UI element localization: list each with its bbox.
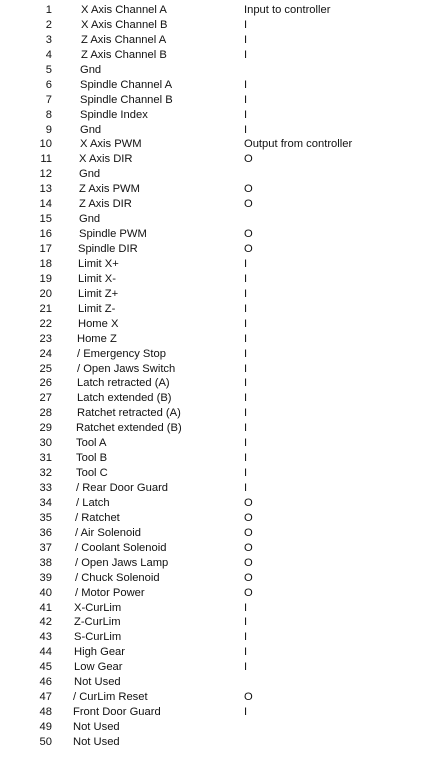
pin-row: [0, 197, 437, 212]
pin-direction: O: [244, 541, 253, 554]
pin-signal-name: Gnd: [80, 123, 102, 136]
pin-signal-name: Home X: [78, 317, 119, 330]
pin-direction: I: [244, 93, 248, 106]
pin-signal-name: Ratchet extended (B): [76, 422, 182, 435]
pin-row: [0, 496, 437, 511]
pin-row: [0, 526, 437, 541]
pin-row: [0, 645, 437, 660]
pin-row: [0, 167, 437, 182]
pin-row: [0, 302, 437, 317]
pin-signal-name: Tool C: [76, 467, 108, 480]
pin-signal-name: Z Axis Channel B: [81, 48, 167, 61]
pin-row: [0, 347, 437, 362]
pin-number: 50: [39, 735, 52, 748]
pin-row: [0, 436, 437, 451]
pin-direction: I: [244, 272, 248, 285]
pin-row: [0, 287, 437, 302]
pin-signal-name: Low Gear: [74, 661, 123, 674]
pin-row: [0, 18, 437, 33]
pin-number: 1: [45, 4, 52, 16]
pin-row: [0, 137, 437, 152]
pin-direction: I: [244, 18, 248, 31]
pin-row: [0, 705, 437, 720]
pin-number: 14: [39, 198, 52, 211]
pin-number: 8: [45, 108, 52, 121]
pin-signal-name: S-CurLim: [74, 631, 122, 644]
pin-number: 9: [45, 123, 52, 136]
pin-direction: I: [244, 302, 248, 315]
pin-direction: O: [244, 586, 253, 599]
pin-signal-name: X Axis DIR: [79, 153, 133, 166]
pin-row: [0, 182, 437, 197]
pin-number: 21: [39, 302, 52, 315]
pin-direction: I: [244, 646, 248, 659]
pin-row: [0, 108, 437, 123]
pin-row: [0, 556, 437, 571]
pin-direction: Input to controller: [244, 4, 331, 16]
pin-number: 47: [39, 691, 52, 704]
pin-signal-name: X Axis Channel A: [81, 4, 167, 16]
pin-signal-name: X Axis Channel B: [81, 18, 168, 31]
pin-number: 15: [39, 213, 52, 226]
pin-direction: I: [244, 332, 248, 345]
pin-signal-name: Limit Z+: [78, 287, 119, 300]
pin-signal-name: / Chuck Solenoid: [75, 571, 160, 584]
pin-signal-name: Tool B: [76, 452, 108, 465]
pin-signal-name: Spindle DIR: [78, 243, 138, 255]
pin-direction: I: [244, 601, 248, 614]
pin-signal-name: / Coolant Solenoid: [75, 541, 167, 554]
pin-signal-name: Not Used: [74, 676, 121, 689]
pin-signal-name: / Air Solenoid: [75, 526, 141, 539]
pin-row: [0, 466, 437, 481]
pin-direction: O: [244, 198, 253, 211]
pin-row: [0, 272, 437, 287]
pin-signal-name: Spindle Index: [80, 108, 148, 121]
pin-direction: I: [244, 257, 248, 270]
pin-number: 49: [39, 721, 52, 733]
pin-signal-name: Limit X+: [78, 257, 119, 270]
pin-direction: O: [244, 228, 253, 241]
pin-signal-name: Gnd: [80, 63, 102, 76]
pin-signal-name: / Rear Door Guard: [76, 482, 169, 494]
pin-row: [0, 720, 437, 735]
pin-number: 42: [39, 616, 52, 629]
pin-signal-name: / Motor Power: [75, 586, 145, 599]
pin-number: 38: [39, 556, 52, 569]
pin-signal-name: Z-CurLim: [74, 616, 121, 629]
pin-direction: O: [244, 183, 253, 196]
pin-number: 28: [39, 407, 52, 420]
pin-number: 16: [39, 228, 52, 241]
pin-number: 34: [39, 496, 52, 509]
pin-row: [0, 571, 437, 586]
pin-direction: I: [244, 377, 248, 390]
pin-signal-name: Gnd: [79, 213, 101, 226]
pin-signal-name: Spindle Channel B: [80, 93, 173, 106]
pin-direction: I: [244, 482, 248, 494]
pin-number: 37: [39, 541, 52, 554]
pin-number: 5: [45, 63, 52, 76]
pin-number: 41: [39, 601, 52, 614]
pin-direction: O: [244, 243, 253, 255]
pin-row: [0, 93, 437, 108]
pin-number: 45: [39, 661, 52, 674]
pin-number: 6: [45, 78, 52, 91]
pin-number: 33: [39, 482, 52, 494]
pin-row: [0, 481, 437, 496]
pin-signal-name: / Open Jaws Lamp: [75, 556, 169, 569]
pin-row: [0, 421, 437, 436]
pin-signal-name: / Emergency Stop: [77, 347, 166, 360]
pin-direction: O: [244, 153, 253, 166]
pin-signal-name: Spindle Channel A: [80, 78, 173, 91]
pin-number: 35: [39, 511, 52, 524]
pin-number: 30: [39, 437, 52, 450]
pin-row: [0, 406, 437, 421]
pin-row: [0, 123, 437, 138]
pin-number: 48: [39, 706, 52, 719]
pin-direction: O: [244, 691, 253, 704]
pin-row: [0, 586, 437, 601]
pin-signal-name: High Gear: [74, 646, 125, 659]
pin-signal-name: Z Axis Channel A: [81, 33, 167, 46]
pin-signal-name: Limit Z-: [78, 302, 116, 315]
pin-row: [0, 257, 437, 272]
pin-number: 24: [39, 347, 52, 360]
pin-direction: I: [244, 467, 248, 480]
pin-direction: O: [244, 511, 253, 524]
pin-direction: I: [244, 347, 248, 360]
pin-number: 7: [45, 93, 52, 106]
pin-direction: I: [244, 661, 248, 674]
pin-row: [0, 391, 437, 406]
pin-row: [0, 675, 437, 690]
pin-row: [0, 451, 437, 466]
pin-number: 43: [39, 631, 52, 644]
pin-number: 40: [39, 586, 52, 599]
pin-signal-name: Ratchet retracted (A): [77, 407, 181, 420]
pin-number: 12: [39, 168, 52, 181]
pin-row: [0, 601, 437, 616]
pin-signal-name: Front Door Guard: [73, 706, 161, 719]
pin-direction: O: [244, 556, 253, 569]
pin-direction: I: [244, 452, 248, 465]
pin-row: [0, 212, 437, 227]
pin-row: [0, 33, 437, 48]
pin-number: 36: [39, 526, 52, 539]
pin-row: [0, 3, 437, 18]
pin-direction: O: [244, 571, 253, 584]
pin-direction: Output from controller: [244, 138, 353, 151]
pin-direction: O: [244, 496, 253, 509]
pin-number: 11: [40, 153, 52, 166]
pin-row: [0, 78, 437, 93]
pin-signal-name: Tool A: [76, 437, 107, 450]
pin-signal-name: X-CurLim: [74, 601, 122, 614]
pin-row: [0, 63, 437, 78]
pin-number: 2: [45, 18, 52, 31]
pin-signal-name: / Open Jaws Switch: [77, 362, 176, 375]
pin-row: [0, 362, 437, 377]
pin-direction: O: [244, 526, 253, 539]
pin-number: 18: [39, 257, 52, 270]
pin-number: 25: [39, 362, 52, 375]
pin-direction: I: [244, 78, 248, 91]
pin-direction: I: [244, 362, 248, 375]
pin-number: 31: [39, 452, 52, 465]
pin-signal-name: Not Used: [73, 735, 120, 748]
pin-direction: I: [244, 706, 248, 719]
pin-direction: I: [244, 123, 248, 136]
pin-number: 4: [45, 48, 52, 61]
pin-row: [0, 227, 437, 242]
pin-number: 29: [39, 422, 52, 435]
pin-signal-name: Z Axis DIR: [79, 198, 132, 211]
pin-number: 44: [39, 646, 52, 659]
pin-direction: I: [244, 108, 248, 121]
pin-direction: I: [244, 631, 248, 644]
pin-direction: I: [244, 48, 248, 61]
pin-signal-name: Limit X-: [78, 272, 116, 285]
pin-number: 20: [39, 287, 52, 300]
pin-number: 23: [39, 332, 52, 345]
pin-number: 22: [39, 317, 52, 330]
pin-signal-name: / Latch: [76, 496, 110, 509]
pin-number: 26: [39, 377, 52, 390]
pin-row: [0, 152, 437, 167]
pin-number: 13: [39, 183, 52, 196]
pin-direction: I: [244, 422, 248, 435]
pin-row: [0, 242, 437, 257]
pin-assignment-table: [0, 3, 437, 750]
pin-number: 32: [39, 467, 52, 480]
pin-direction: I: [244, 317, 248, 330]
pin-signal-name: / CurLim Reset: [73, 691, 148, 704]
pin-direction: I: [244, 437, 248, 450]
pin-direction: I: [244, 616, 248, 629]
pin-signal-name: X Axis PWM: [80, 138, 142, 151]
pin-direction: I: [244, 407, 248, 420]
pin-signal-name: Spindle PWM: [79, 228, 147, 241]
pin-row: [0, 690, 437, 705]
pin-direction: I: [244, 287, 248, 300]
pin-number: 27: [39, 392, 52, 405]
pin-number: 39: [39, 571, 52, 584]
pin-row: [0, 541, 437, 556]
pin-signal-name: Z Axis PWM: [79, 183, 140, 196]
pin-signal-name: Not Used: [73, 721, 120, 733]
pin-row: [0, 332, 437, 347]
pin-direction: I: [244, 33, 248, 46]
pin-number: 3: [45, 33, 52, 46]
pin-row: [0, 48, 437, 63]
pin-signal-name: Home Z: [77, 332, 117, 345]
pin-number: 46: [39, 676, 52, 689]
pin-direction: I: [244, 392, 248, 405]
pin-number: 19: [39, 272, 52, 285]
pin-signal-name: Latch retracted (A): [77, 377, 170, 390]
pin-row: [0, 615, 437, 630]
pin-signal-name: Gnd: [79, 168, 101, 181]
pin-row: [0, 660, 437, 675]
pin-row: [0, 511, 437, 526]
pin-signal-name: / Ratchet: [75, 511, 120, 524]
pin-row: [0, 735, 437, 750]
pin-number: 10: [39, 138, 52, 151]
pin-row: [0, 317, 437, 332]
pin-row: [0, 376, 437, 391]
pin-row: [0, 630, 437, 645]
pin-signal-name: Latch extended (B): [77, 392, 172, 405]
pin-number: 17: [39, 243, 52, 255]
